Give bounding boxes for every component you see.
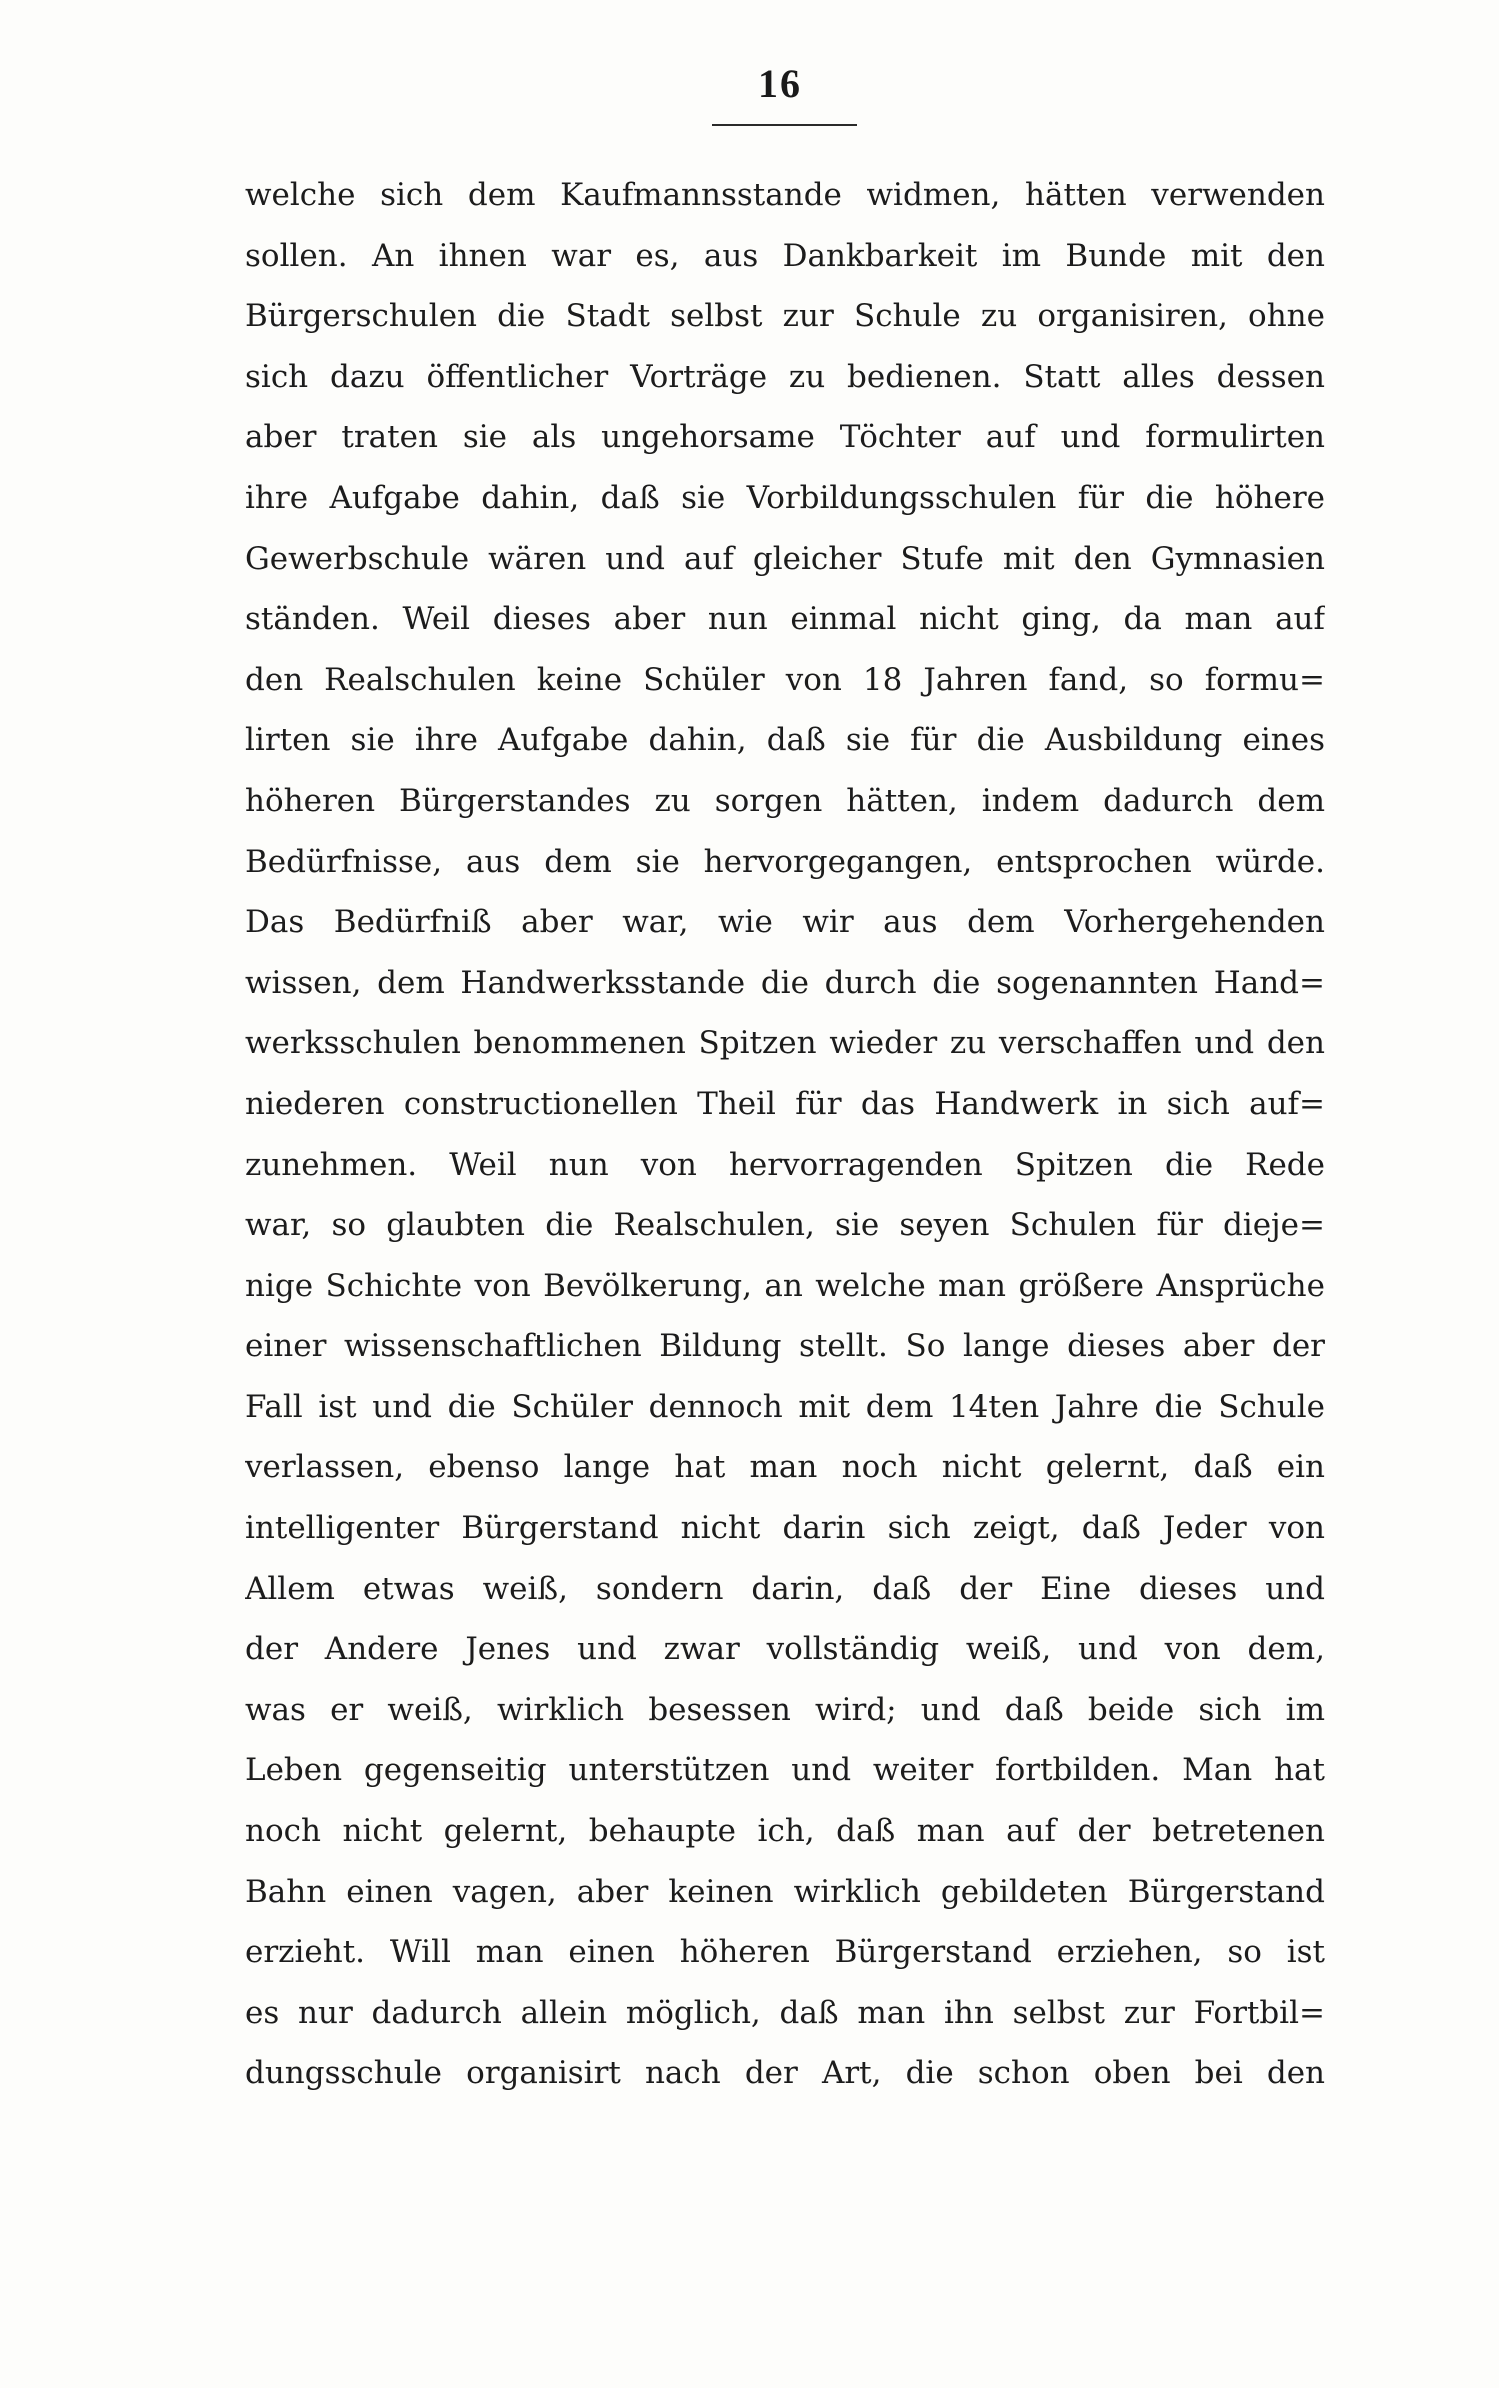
text-line: Das Bedürfniß aber war, wie wir aus dem Vorhergehenden [245, 904, 1325, 941]
text-line: noch nicht gelernt, behaupte ich, daß man auf der betretenen [245, 1813, 1325, 1850]
text-line: dungsschule organisirt nach der Art, die schon oben bei den [245, 2055, 1325, 2092]
text-line: Leben gegenseitig unterstützen und weiter fortbilden. Man hat [245, 1752, 1325, 1789]
text-line: sollen. An ihnen war es, aus Dankbarkeit im Bunde mit den [245, 237, 1325, 274]
text-line: lirten sie ihre Aufgabe dahin, daß sie für die Ausbildung eines [245, 722, 1325, 759]
text-line: aber traten sie als ungehorsame Töchter auf und formulirten [245, 419, 1325, 456]
text-line: einer wissenschaftlichen Bildung stellt. So lange dieses aber der [245, 1328, 1325, 1365]
page-header [0, 62, 1499, 106]
text-line: zunehmen. Weil nun von hervorragenden Spitzen die Rede [245, 1146, 1325, 1183]
text-line: ständen. Weil dieses aber nun einmal nicht ging, da man auf [245, 601, 1325, 638]
text-line: den Realschulen keine Schüler von 18 Jahren fand, so formu= [245, 661, 1325, 698]
text-line: Fall ist und die Schüler dennoch mit dem 14ten Jahre die Schule [245, 1388, 1325, 1425]
text-line: wissen, dem Handwerksstande die durch die sogenannten Hand= [245, 964, 1325, 1001]
body-text [245, 165, 1325, 2104]
text-line: Bahn einen vagen, aber keinen wirklich gebildeten Bürgerstand [245, 1873, 1325, 1910]
text-line: welche sich dem Kaufmannsstande widmen, hätten verwenden [245, 177, 1325, 213]
text-line: was er weiß, wirklich besessen wird; und daß beide sich im [245, 1691, 1325, 1728]
header-rule [712, 124, 857, 126]
text-line: höheren Bürgerstandes zu sorgen hätten, indem dadurch dem [245, 782, 1325, 819]
text-line: der Andere Jenes und zwar vollständig weiß, und von dem, [245, 1631, 1325, 1668]
page-number: 16 [758, 61, 802, 106]
text-line: Gewerbschule wären und auf gleicher Stufe mit den Gymnasien [245, 540, 1325, 577]
text-line: werksschulen benommenen Spitzen wieder zu verschaffen und den [245, 1025, 1325, 1062]
text-line: Bürgerschulen die Stadt selbst zur Schule zu organisiren, ohne [245, 298, 1325, 335]
text-line: Bedürfnisse, aus dem sie hervorgegangen, entsprochen würde. [245, 843, 1325, 880]
text-line: war, so glaubten die Realschulen, sie seyen Schulen für dieje= [245, 1207, 1325, 1244]
text-line: intelligenter Bürgerstand nicht darin sich zeigt, daß Jeder von [245, 1510, 1325, 1547]
text-line: verlassen, ebenso lange hat man noch nicht gelernt, daß ein [245, 1449, 1325, 1486]
text-line: ihre Aufgabe dahin, daß sie Vorbildungsschulen für die höhere [245, 479, 1325, 516]
text-line: Allem etwas weiß, sondern darin, daß der Eine dieses und [245, 1570, 1325, 1607]
text-line: erzieht. Will man einen höheren Bürgerstand erziehen, so ist [245, 1934, 1325, 1971]
text-line: es nur dadurch allein möglich, daß man ihn selbst zur Fortbil= [245, 1994, 1325, 2031]
text-line: nige Schichte von Bevölkerung, an welche man größere Ansprüche [245, 1267, 1325, 1304]
text-line: sich dazu öffentlicher Vorträge zu bedienen. Statt alles dessen [245, 358, 1325, 395]
text-line: niederen constructionellen Theil für das Handwerk in sich auf= [245, 1085, 1325, 1122]
